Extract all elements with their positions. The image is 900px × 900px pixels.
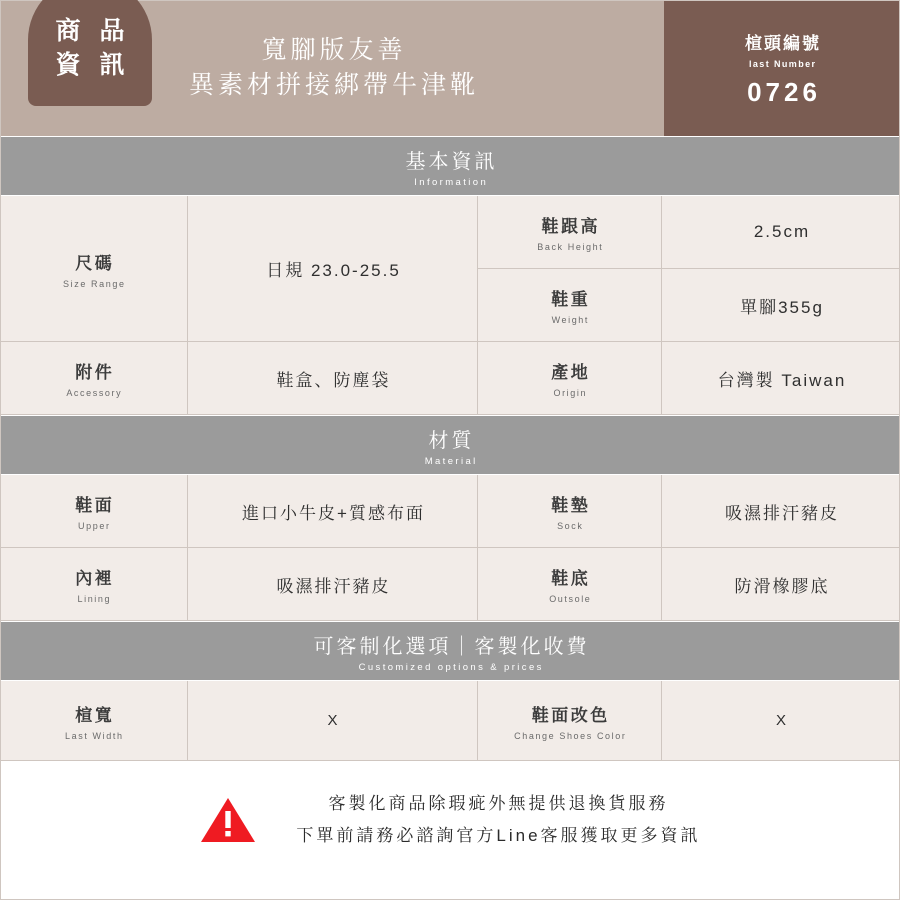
last-number-value: 0726 [747,76,821,107]
label-last-width-zh: 楦寬 [75,705,115,725]
section-header-information [0,136,900,196]
label-weight-en: Weight [551,315,590,325]
value-outsole-text: 防滑橡膠底 [734,576,830,596]
value-sock [662,475,900,548]
label-origin-en: Origin [553,388,588,398]
value-sock-text: 吸濕排汗豬皮 [725,503,839,523]
notice-line-2: 下單前請務必諮詢官方Line客服獲取更多資訊 [296,826,701,845]
value-upper [188,475,478,548]
section-information-zh: 基本資訊 [405,150,498,173]
last-number-label-en: last Number [748,58,817,69]
badge-line-2: 資 訊 [55,51,131,79]
product-title-line-1: 寬腳版友善 [261,35,407,64]
label-upper-zh: 鞋面 [75,496,115,515]
label-sock-zh: 鞋墊 [551,496,591,515]
information-table [0,196,900,415]
section-customized-zh: 可客制化選項｜客製化收費 [313,635,590,658]
row-label-last-width [0,681,188,761]
value-origin-text: 台灣製 Taiwan [717,370,847,390]
label-lining-zh: 內裡 [75,569,115,588]
information-right-stack [478,196,900,342]
row-label-accessory [0,342,188,415]
value-upper-text: 進口小牛皮+質感布面 [242,503,425,523]
value-back-height-text: 2.5cm [753,222,811,241]
section-information-en: Information [414,176,489,188]
value-accessory-text: 鞋盒、防塵袋 [276,370,391,390]
label-accessory-zh: 附件 [75,363,115,382]
row-label-back-height [478,196,662,269]
label-outsole-en: Outsole [549,594,592,604]
section-material-en: Material [424,455,478,467]
row-label-upper [0,475,188,548]
value-size-range-text: 日規 23.0-25.5 [266,261,401,280]
product-title-line-2: 異素材拼接綁帶牛津靴 [188,71,479,99]
label-lining-en: Lining [77,594,112,604]
label-change-color-en: Change Shoes Color [514,730,627,741]
value-origin [662,342,900,415]
value-back-height [662,196,900,269]
value-accessory [188,342,478,415]
value-size-range [188,196,478,342]
row-label-sock [478,475,662,548]
last-number-panel [664,0,900,136]
label-accessory-en: Accessory [66,388,123,398]
label-upper-en: Upper [78,521,111,531]
value-lining [188,548,478,621]
label-change-color-zh: 鞋面改色 [531,705,610,725]
section-header-material [0,415,900,475]
label-outsole-zh: 鞋底 [551,569,591,588]
value-change-color-text: X [775,712,787,729]
section-customized-en: Customized options & prices [358,661,544,673]
row-label-change-color [478,681,662,761]
warning-triangle-icon [199,795,257,845]
row-label-outsole [478,548,662,621]
value-outsole [662,548,900,621]
label-origin-zh: 產地 [551,363,591,382]
value-last-width [188,681,478,761]
value-weight [662,269,900,342]
label-size-range-zh: 尺碼 [75,253,115,273]
label-last-width-en: Last Width [65,730,124,741]
value-change-color [662,681,900,761]
notice-line-1: 客製化商品除瑕疵外無提供退換貨服務 [328,793,669,813]
section-header-customized [0,621,900,681]
label-size-range-en: Size Range [63,278,126,289]
section-material-zh: 材質 [428,429,475,452]
customized-table [0,681,900,761]
label-back-height-zh: 鞋跟高 [541,217,600,236]
header [0,0,900,136]
label-back-height-en: Back Height [537,242,604,252]
last-number-label-zh: 楦頭編號 [745,33,821,53]
product-info-badge [28,0,152,106]
value-weight-text: 單腳355g [740,297,824,317]
label-sock-en: Sock [557,521,584,531]
label-weight-zh: 鞋重 [551,290,591,309]
badge-line-1: 商 品 [55,17,131,46]
row-label-origin [478,342,662,415]
return-policy-notice [0,761,900,879]
row-label-lining [0,548,188,621]
value-last-width-text: X [327,712,339,729]
material-table [0,475,900,621]
row-label-weight [478,269,662,342]
row-label-size-range [0,196,188,342]
value-lining-text: 吸濕排汗豬皮 [276,576,391,596]
